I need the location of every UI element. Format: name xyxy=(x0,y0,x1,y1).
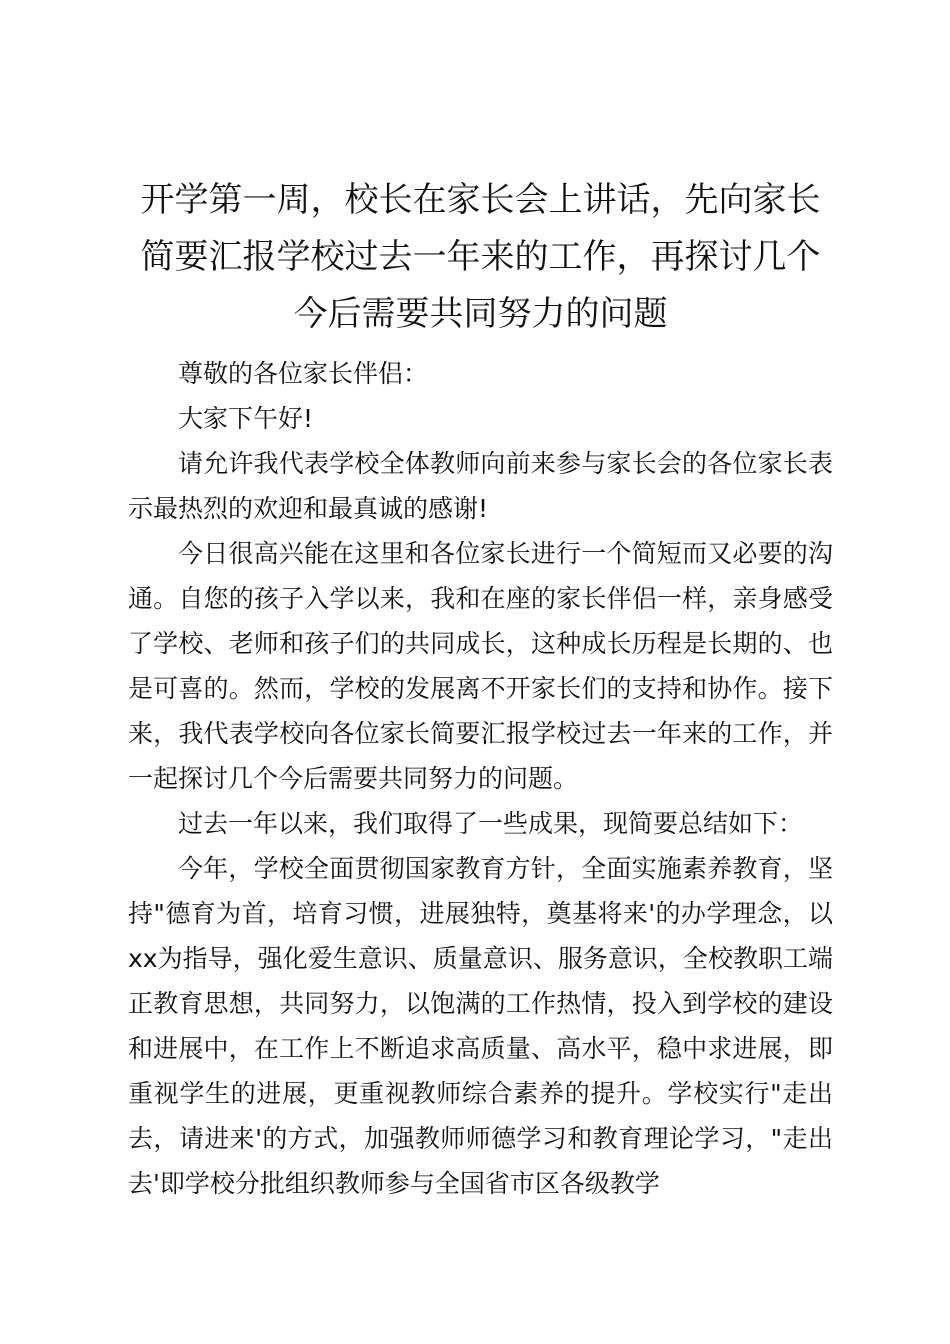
document-body xyxy=(128,351,833,1206)
document-title: 开学第一周，校长在家长会上讲话，先向家长简要汇报学校过去一年来的工作，再探讨几个今后需要共同努力的问题 xyxy=(140,180,821,334)
work-summary-paragraph: 今年，学校全面贯彻国家教育方针，全面实施素养教育，坚持"德育为首，培育习惯，进展独特，奠基将来'的办学理念，以xx为指导，强化爱生意识、质量意识、服务意识，全校教职工端正教育思想，共同努力，以饱满的工作热情，投入到学校的建设和进展中，在工作上不断追求高质量、高水平，稳中求进展，即重视学生的进展，更重视教师综合素养的提升。学校实行"走出去，请进来'的方式，加强教师师德学习和教育理论学习，"走出去'即学校分批组织教师参与全国省市区各级教学 xyxy=(128,854,833,1198)
document-page xyxy=(128,172,833,1206)
intro-paragraph: 今日很高兴能在这里和各位家长进行一个简短而又必要的沟通。自您的孩子入学以来，我和在座的家长伴侣一样，亲身感受了学校、老师和孩子们的共同成长，这种成长历程是长期的、也是可喜的。然而，学校的发展离不开家长们的支持和协作。接下来，我代表学校向各位家长简要汇报学校过去一年来的工作，并一起探讨几个今后需要共同努力的问题。 xyxy=(128,539,833,793)
greeting-paragraph: 大家下午好! xyxy=(178,404,314,433)
summary-lead-paragraph: 过去一年以来，我们取得了一些成果，现简要总结如下： xyxy=(178,809,804,838)
salutation-paragraph: 尊敬的各位家长伴侣： xyxy=(178,359,429,388)
welcome-paragraph: 请允许我代表学校全体教师向前来参与家长会的各位家长表示最热烈的欢迎和最真诚的感谢! xyxy=(128,449,833,523)
